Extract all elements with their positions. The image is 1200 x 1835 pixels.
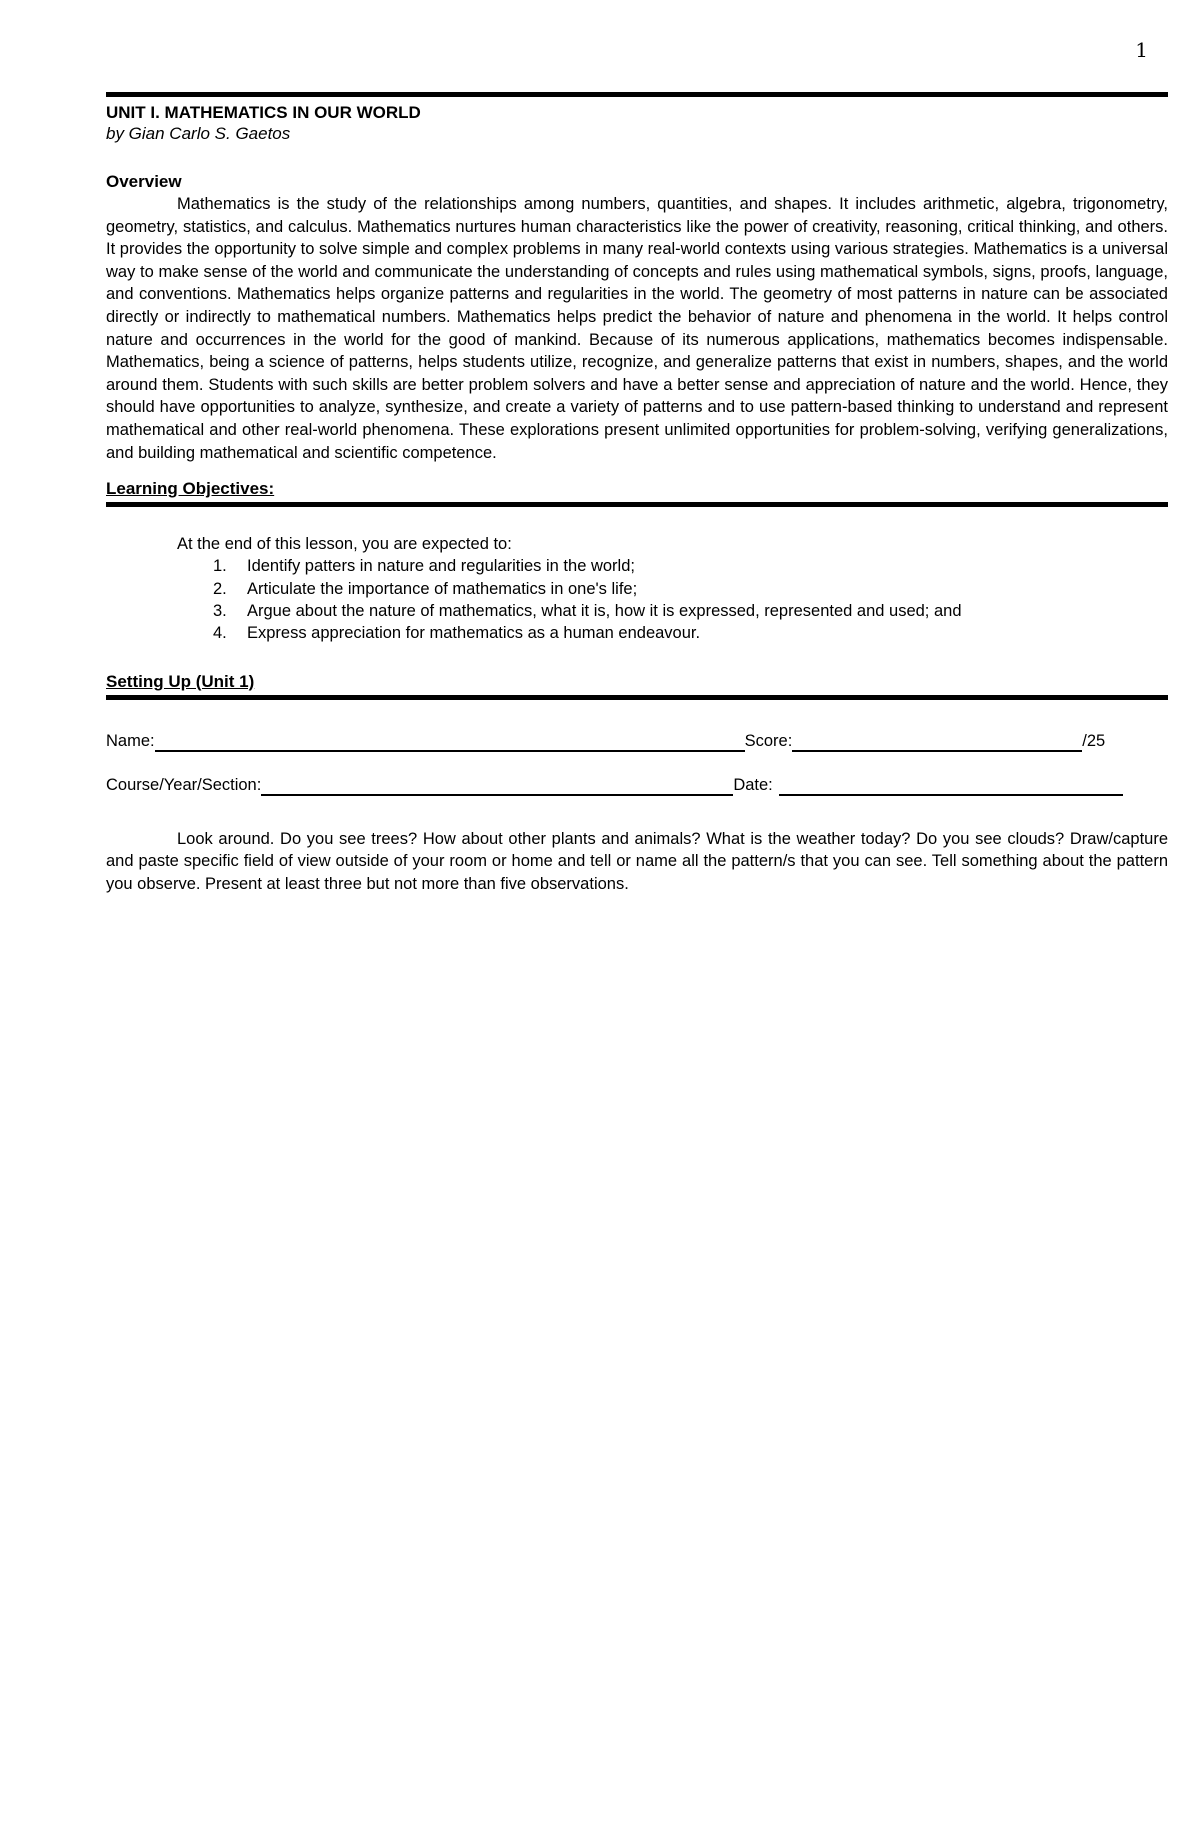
top-rule bbox=[106, 92, 1168, 97]
objective-item bbox=[177, 578, 1168, 600]
objective-number: 1. bbox=[213, 557, 227, 576]
setup-section bbox=[106, 671, 1168, 896]
objective-number: 3. bbox=[213, 602, 227, 621]
document-body bbox=[106, 92, 1168, 895]
score-total: /25 bbox=[1082, 731, 1106, 750]
objective-text: Argue about the nature of mathematics, what it is, how it is expressed, represented and used; and bbox=[247, 602, 962, 621]
objective-text: Articulate the importance of mathematics in one's life; bbox=[247, 579, 638, 598]
overview-heading: Overview bbox=[106, 172, 182, 191]
objective-text: Identify patters in nature and regularities in the world; bbox=[247, 557, 635, 576]
date-blank[interactable] bbox=[779, 776, 1123, 796]
objectives-section bbox=[106, 478, 1168, 644]
objectives-rule bbox=[106, 502, 1168, 507]
setup-instructions: Look around. Do you see trees? How about other plants and animals? What is the weather today? Do you see clouds? Draw/capture and paste specific field of view outside of your room or home and tell or name all the pattern/s that you can see. Tell something about the pattern you observe. Present at least three but not more than five observations. bbox=[106, 829, 1168, 893]
objectives-block bbox=[106, 533, 1168, 644]
date-label: Date: bbox=[733, 775, 773, 794]
setup-rule bbox=[106, 695, 1168, 700]
name-label: Name: bbox=[106, 731, 155, 750]
objective-number: 4. bbox=[213, 624, 227, 643]
author-byline: by Gian Carlo S. Gaetos bbox=[106, 124, 291, 143]
objective-item bbox=[177, 555, 1168, 577]
objective-item bbox=[177, 600, 1168, 622]
setup-heading: Setting Up (Unit 1) bbox=[106, 671, 255, 691]
objective-item bbox=[177, 622, 1168, 644]
objectives-list bbox=[177, 555, 1168, 644]
name-score-row bbox=[106, 730, 1168, 752]
course-blank[interactable] bbox=[261, 776, 733, 796]
objectives-intro: At the end of this lesson, you are expected to: bbox=[177, 535, 512, 554]
course-label: Course/Year/Section: bbox=[106, 775, 262, 794]
objective-number: 2. bbox=[213, 579, 227, 598]
score-label: Score: bbox=[744, 731, 793, 750]
page-number: 1 bbox=[1135, 38, 1148, 62]
score-blank[interactable] bbox=[792, 732, 1082, 752]
unit-title: UNIT I. MATHEMATICS IN OUR WORLD bbox=[106, 103, 421, 122]
objective-text: Express appreciation for mathematics as a human endeavour. bbox=[247, 624, 701, 643]
overview-paragraph: Mathematics is the study of the relationships among numbers, quantities, and shapes. It includes arithmetic, algebra, trigonometry, geometry, statistics, and calculus. Mathematics nurtures human characteristics like the power of creativity, reasoning, critical thinking, and others. It provides the opportunity to solve simple and complex problems in many real-world contexts using various strategies. Mathematics is a universal way to make sense of the world and communicate the understanding of concepts and rules using mathematical symbols, signs, proofs, language, and conventions. Mathematics helps organize patterns and regularities in the world. The geometry of most patterns in nature can be associated directly or indirectly to mathematical numbers. Mathematics helps predict the behavior of nature and phenomena in the world. It helps control nature and occurrences in the world for the good of mankind. Because of its numerous applications, mathematics becomes indispensable. Mathematics, being a science of patterns, helps students utilize, recognize, and generalize patterns that exist in numbers, shapes, and the world around them. Students with such skills are better problem solvers and have a better sense and appreciation of nature and the world. Hence, they should have opportunities to analyze, synthesize, and create a variety of patterns and to use pattern-based thinking to understand and represent mathematical and other real-world phenomena. These explorations present unlimited opportunities for problem-solving, verifying generalizations, and building mathematical and scientific competence. bbox=[106, 195, 1168, 462]
objectives-heading: Learning Objectives: bbox=[106, 479, 275, 499]
name-blank[interactable] bbox=[155, 732, 745, 752]
course-date-row bbox=[106, 774, 1168, 796]
